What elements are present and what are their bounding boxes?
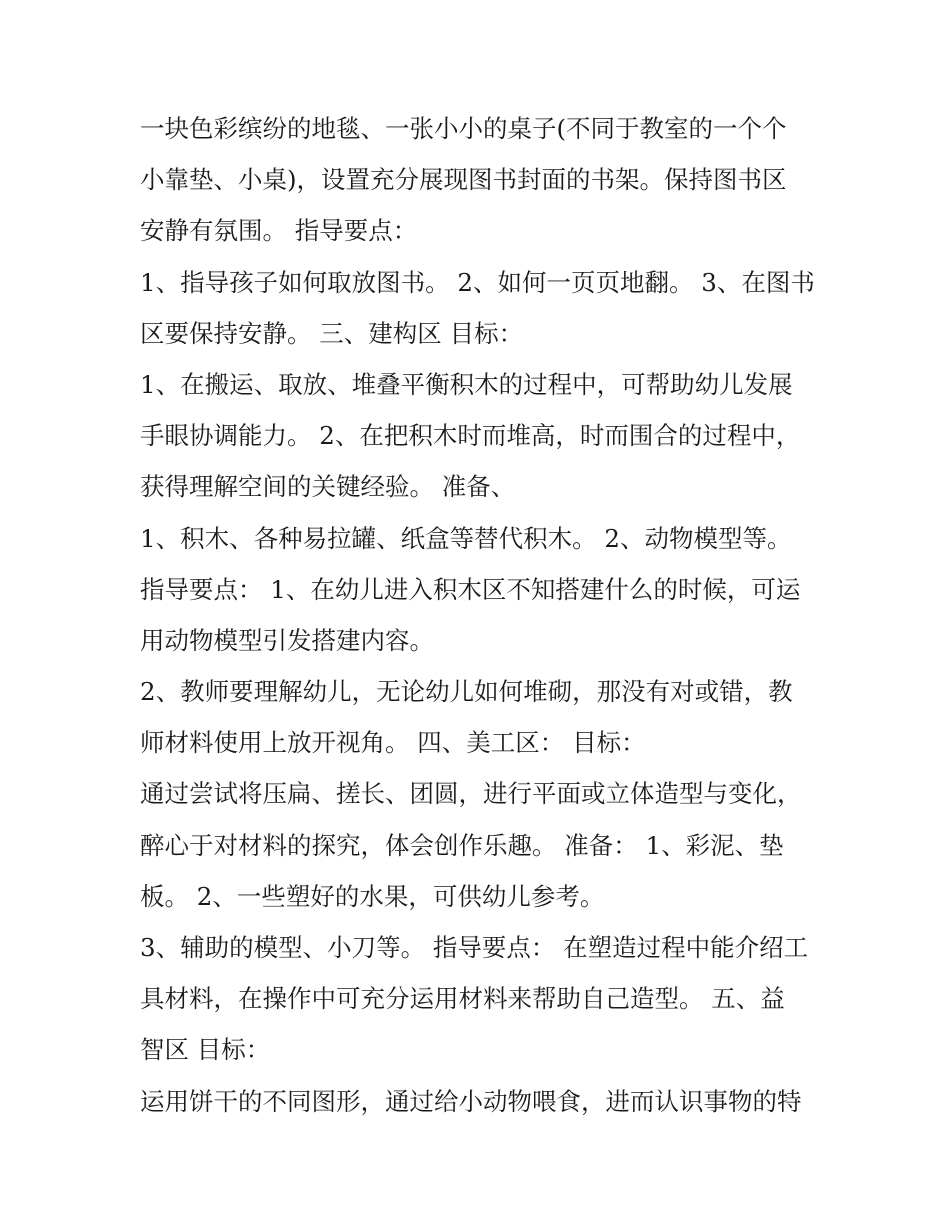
text-line: 获得理解空间的关键经验。 准备、 — [140, 472, 516, 502]
text-line: 通过尝试将压扁、搓长、团圆，进行平面或立体造型与变化， — [140, 779, 802, 809]
text-line: 智区 目标： — [140, 1035, 271, 1065]
text-line: 师材料使用上放开视角。 四、美工区： 目标： — [140, 728, 646, 758]
text-line: 醉心于对材料的探究，体会创作乐趣。 准备： 1、彩泥、垫 — [140, 830, 784, 860]
text-line: 用动物模型引发搭建内容。 — [140, 625, 434, 655]
text-line: 区要保持安静。 三、建构区 目标： — [140, 318, 524, 348]
text-line: 具材料，在操作中可充分运用材料来帮助自己造型。 五、益 — [140, 984, 785, 1014]
text-line: 3、辅助的模型、小刀等。 指导要点： 在塑造过程中能介绍工 — [140, 933, 809, 962]
text-line: 1、在搬运、取放、堆叠平衡积木的过程中，可帮助幼儿发展 — [140, 369, 793, 399]
text-line: 安静有氛围。 指导要点： — [140, 216, 418, 246]
text-line: 1、积木、各种易拉罐、纸盒等替代积木。 2、动物模型等。 — [140, 523, 792, 553]
document-body — [140, 103, 820, 1127]
text-line: 小靠垫、小桌)，设置充分展现图书封面的书架。保持图书区 — [140, 165, 787, 195]
text-line: 手眼协调能力。 2、在把积木时而堆高，时而围合的过程中， — [140, 421, 801, 451]
text-line: 2、教师要理解幼儿，无论幼儿如何堆砌，那没有对或错，教 — [140, 677, 793, 707]
text-line: 指导要点： 1、在幼儿进入积木区不知搭建什么的时候，可运 — [140, 574, 801, 604]
text-line: 运用饼干的不同图形，通过给小动物喂食，进而认识事物的特 — [140, 1086, 802, 1116]
text-line: 一块色彩缤纷的地毯、一张小小的桌子(不同于教室的一个个 — [140, 114, 787, 143]
text-line: 1、指导孩子如何取放图书。 2、如何一页页地翻。 3、在图书 — [140, 267, 815, 297]
text-line: 板。 2、一些塑好的水果，可供幼儿参考。 — [140, 881, 605, 911]
